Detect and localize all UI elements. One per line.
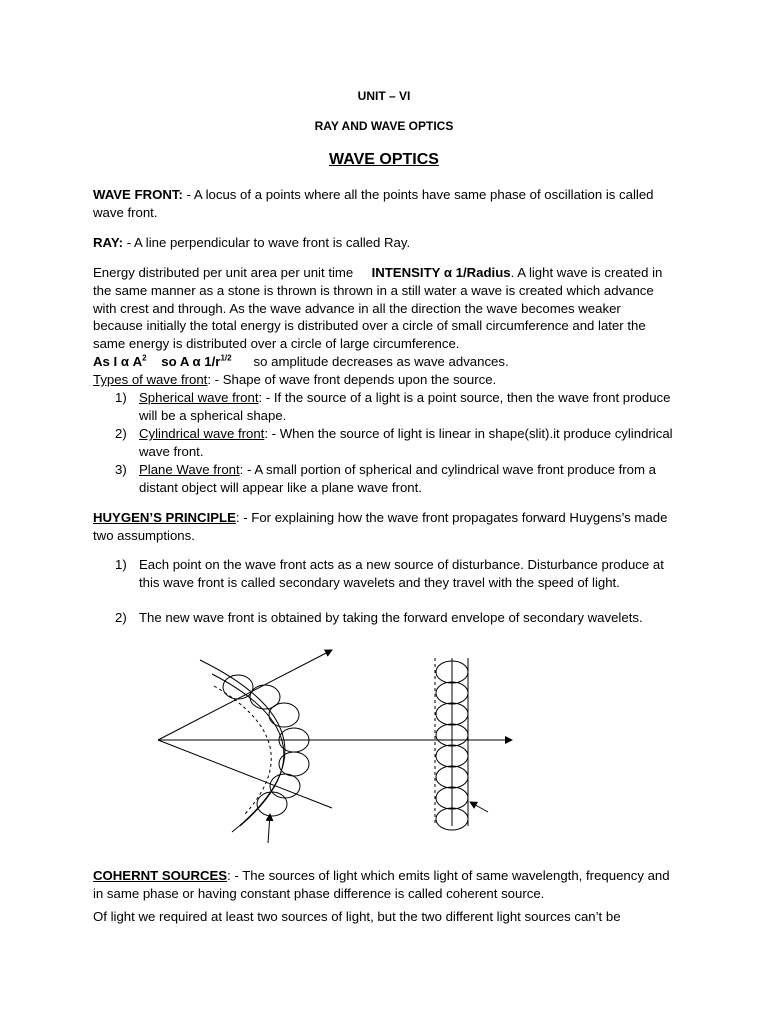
list-text: Each point on the wave front acts as a new source of disturbance. Disturbance produce at this wave front is called secondary wavelets and they travel with the speed of light. — [139, 557, 664, 590]
list-number: 1) — [115, 390, 127, 405]
pointer-arrow — [268, 814, 270, 843]
list-text: : - When the source of light is linear in shape(slit).it produce cylindrical wave front. — [139, 426, 673, 459]
list-text: The new wave front is obtained by taking the forward envelope of secondary wavelets. — [139, 610, 643, 625]
formula-b: so A α 1/r — [161, 353, 221, 369]
ray-term: RAY: — [93, 235, 124, 250]
formula-a-exponent: 2 — [142, 353, 147, 363]
types-text: : - Shape of wave front depends upon the source. — [207, 372, 497, 387]
huygens-term: HUYGEN’S PRINCIPLE — [93, 510, 236, 525]
huygens-text: : - For explaining how the wave front propagates forward Huygens’s made two assumptions. — [93, 510, 668, 543]
unit-heading: UNIT – VI — [357, 89, 411, 103]
list-number: 2) — [115, 426, 127, 441]
energy-lead: Energy distributed per unit area per unit time — [93, 265, 357, 280]
wavefront-arc — [212, 674, 284, 826]
ray-text: - A line perpendicular to wave front is called Ray. — [123, 235, 411, 250]
wavefront-term: WAVE FRONT: — [93, 187, 183, 202]
ray-arrow — [158, 650, 332, 740]
list-term: Plane Wave front — [139, 462, 240, 477]
list-term: Cylindrical wave front — [139, 426, 265, 441]
pointer-arrow — [470, 802, 488, 812]
list-number: 2) — [115, 610, 127, 625]
coherent-sources — [93, 867, 673, 903]
list-number: 1) — [115, 557, 127, 572]
wavefront-text: - A locus of a points where all the points have same phase of oscillation is called wave front. — [93, 187, 654, 220]
outer-wavefront-arc — [200, 660, 285, 832]
formula-a: As I α A — [93, 353, 143, 369]
coherent-text: : - The sources of light which emits light of same wavelength, frequency and in same phase or having constant phase difference is called coherent source. — [93, 868, 670, 901]
coherent-continuation: Of light we required at least two sources of light, but the two different light sources can’t be — [93, 909, 621, 924]
list-term: Spherical wave front — [139, 390, 259, 405]
list-text: : - If the source of a light is a point source, then the wave front produce will be a spherical shape. — [139, 390, 671, 423]
page-title: WAVE OPTICS — [329, 151, 439, 168]
subject-heading: RAY AND WAVE OPTICS — [314, 119, 454, 133]
ray-line — [158, 740, 332, 808]
intensity-relation: INTENSITY α 1/Radius — [371, 265, 511, 280]
wavelet-circle — [223, 675, 253, 699]
list-text: : - A small portion of spherical and cylindrical wave front produce from a distant object will appear like a plane wave front. — [139, 462, 657, 495]
types-term: Types of wave front — [93, 372, 208, 387]
coherent-term: COHERNT SOURCES — [93, 868, 228, 883]
spherical-wavelets — [223, 675, 309, 816]
formula-tail: so amplitude decreases as wave advances. — [253, 353, 509, 369]
formula-b-exponent: 1/2 — [220, 353, 232, 363]
energy-text: . A light wave is created in the same manner as a stone is thrown is thrown in a still water a wave is created which advance with crest and through. As the wave advance in all the direction the wave becomes weaker because initially the total energy is distributed over a circle of small circumference and later the same energy is distributed over a circle of large circumference. — [93, 265, 663, 352]
list-number: 3) — [115, 462, 127, 477]
